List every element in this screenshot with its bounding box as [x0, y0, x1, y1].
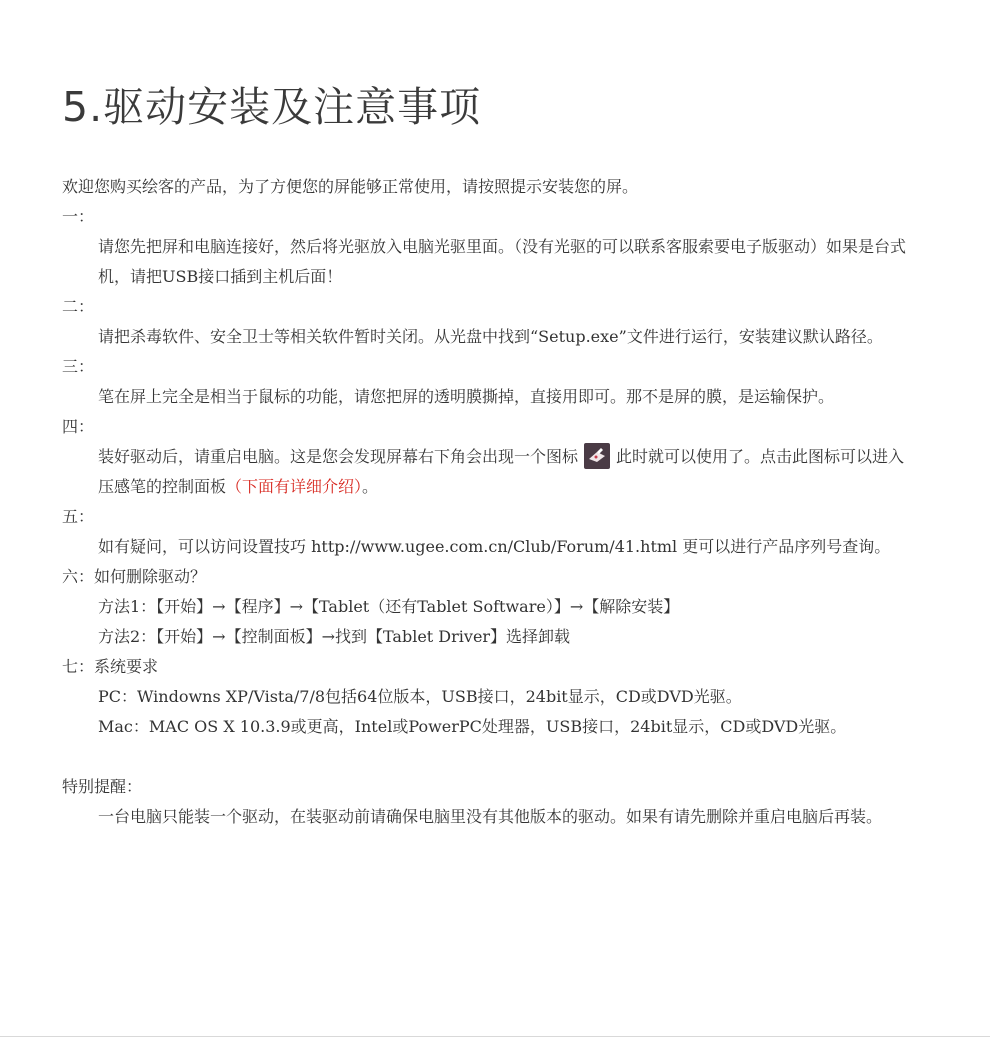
step-5-label: 五：	[62, 507, 95, 526]
bottom-divider	[0, 1036, 990, 1037]
step-2-text: 请把杀毒软件、安全卫士等相关软件暂时关闭。从光盘中找到“Setup.exe”文件进行运行，安装建议默认路径。	[98, 327, 883, 346]
step-1-text: 请您先把屏和电脑连接好，然后将光驱放入电脑光驱里面。（没有光驱的可以联系客服索要电子版驱动）如果是台式机，请把USB接口插到主机后面！	[98, 237, 907, 286]
reminder-text: 一台电脑只能装一个驱动，在装驱动前请确保电脑里没有其他版本的驱动。如果有请先删除并重启电脑后再装。	[98, 807, 883, 826]
step-4-label: 四：	[62, 417, 95, 436]
requirements-mac: Mac：MAC OS X 10.3.9或更高，Intel或PowerPC处理器，USB接口，24bit显示，CD或DVD光驱。	[98, 717, 847, 736]
step-4-text-end: 。	[362, 477, 379, 496]
intro-text: 欢迎您购买绘客的产品，为了方便您的屏能够正常使用，请按照提示安装您的屏。	[62, 177, 639, 196]
uninstall-method-1: 方法1：【开始】→【程序】→【Tablet（还有Tablet Software）】→【解除安装】	[98, 597, 680, 616]
step-3-text: 笔在屏上完全是相当于鼠标的功能，请您把屏的透明膜撕掉，直接用即可。那不是屏的膜，是运输保护。	[98, 387, 835, 406]
requirements-heading: 七：系统要求	[62, 657, 159, 676]
content	[62, 172, 922, 832]
uninstall-heading: 六：如何删除驱动？	[62, 567, 207, 586]
step-4-text	[62, 442, 913, 502]
step-3-label: 三：	[62, 357, 95, 376]
details-note: （下面有详细介绍）	[226, 477, 363, 496]
step-4-text-after: 此时就可以使用了。点击此图标可以进入压感笔的控制面板	[98, 447, 905, 496]
tablet-tray-icon	[584, 443, 610, 469]
uninstall-method-2: 方法2：【开始】→【控制面板】→找到【Tablet Driver】选择卸载	[98, 627, 571, 646]
page-title: 5.驱动安装及注意事项	[62, 83, 482, 131]
requirements-pc: PC：Windowns XP/Vista/7/8包括64位版本，USB接口，24bit显示，CD或DVD光驱。	[98, 687, 742, 706]
step-2-label: 二：	[62, 297, 95, 316]
reminder-heading: 特别提醒：	[62, 777, 143, 796]
step-5-text: 如有疑问，可以访问设置技巧 http://www.ugee.com.cn/Club/Forum/41.html 更可以进行产品序列号查询。	[98, 537, 891, 556]
step-4-text-before: 装好驱动后，请重启电脑。这是您会发现屏幕右下角会出现一个图标	[98, 447, 579, 466]
spacer	[62, 742, 922, 772]
step-1-label: 一：	[62, 207, 95, 226]
